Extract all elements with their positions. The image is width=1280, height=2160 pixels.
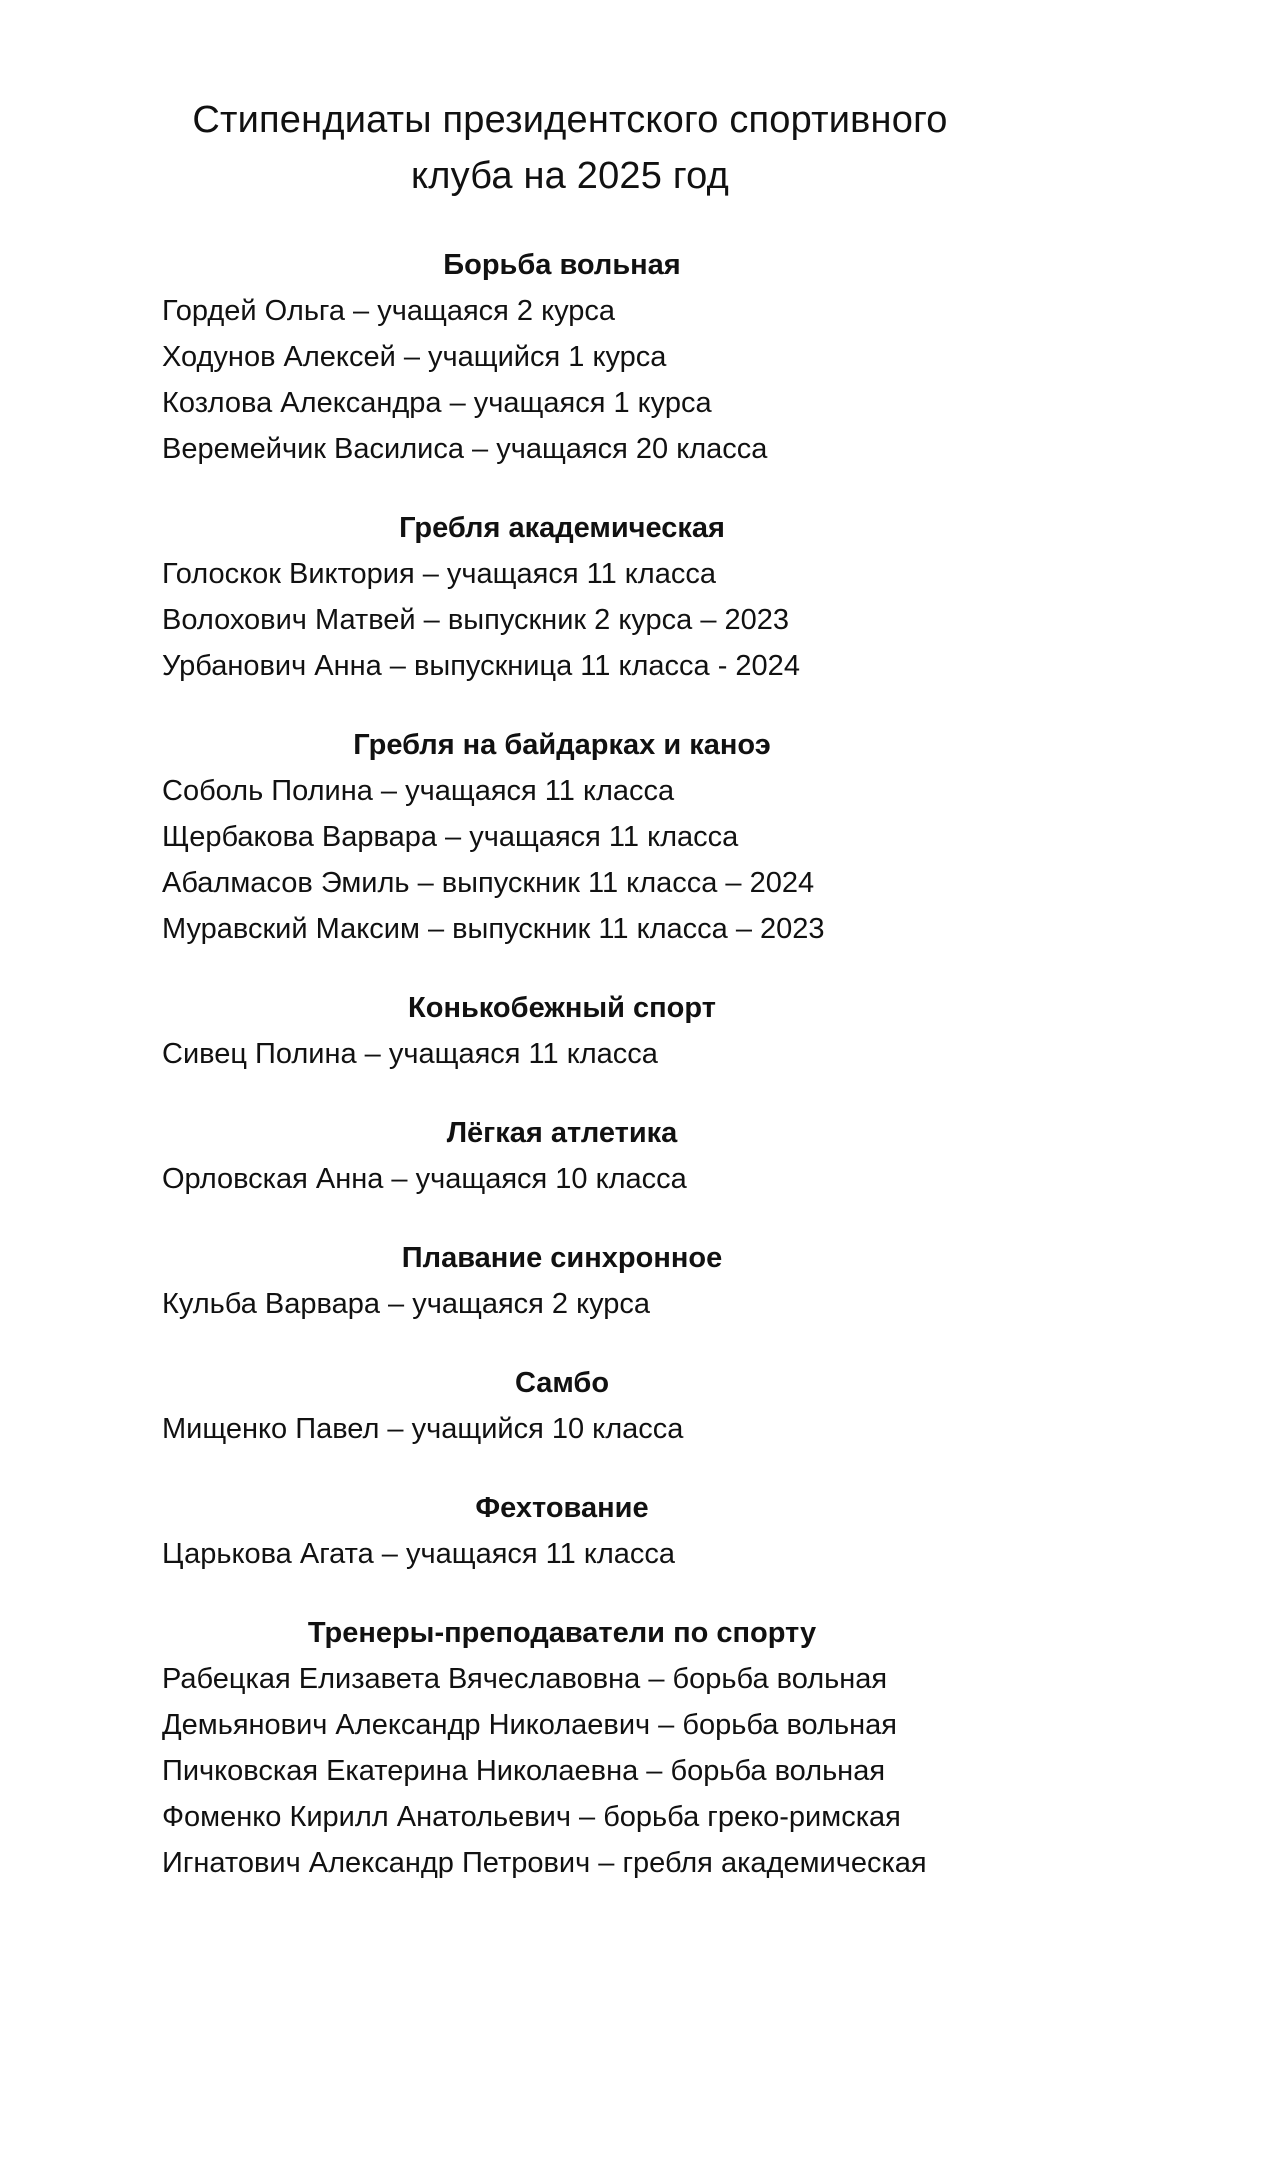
section [162,505,1162,689]
section-heading: Лёгкая атлетика [446,1117,678,1149]
list-item: Голоскок Виктория – учащаяся 11 класса [162,558,716,590]
list-item: Фоменко Кирилл Анатольевич – борьба греко-римская [162,1801,901,1833]
section [162,722,1162,952]
section [162,1485,1162,1577]
list-item: Царькова Агата – учащаяся 11 класса [162,1538,676,1570]
list-item: Соболь Полина – учащаяся 11 класса [162,775,675,807]
list-item: Орловская Анна – учащаяся 10 класса [162,1163,687,1195]
section-heading: Гребля академическая [399,512,725,544]
list-item: Игнатович Александр Петрович – гребля академическая [162,1847,927,1879]
list-item: Пичковская Екатерина Николаевна – борьба вольная [162,1755,886,1787]
section [162,242,1162,472]
document-title [100,92,1040,204]
list-item: Рабецкая Елизавета Вячеславовна – борьба вольная [162,1663,888,1695]
section-heading: Конькобежный спорт [408,992,716,1024]
section-heading: Борьба вольная [443,249,681,281]
document-title-line-2: клуба на 2025 год [411,155,729,197]
section [162,1235,1162,1327]
list-item: Кульба Варвара – учащаяся 2 курса [162,1288,651,1320]
list-item: Щербакова Варвара – учащаяся 11 класса [162,821,739,853]
list-item: Гордей Ольга – учащаяся 2 курса [162,295,616,327]
document-title-line-1: Стипендиаты президентского спортивного [192,99,948,141]
list-item: Козлова Александра – учащаяся 1 курса [162,387,712,419]
section [162,985,1162,1077]
section-heading: Тренеры-преподаватели по спорту [307,1617,817,1649]
list-item: Демьянович Александр Николаевич – борьба вольная [162,1709,897,1741]
list-item: Сивец Полина – учащаяся 11 класса [162,1038,658,1070]
list-item: Абалмасов Эмиль – выпускник 11 класса – 2024 [162,867,815,899]
section-heading: Самбо [514,1367,610,1399]
section-heading: Плавание синхронное [401,1242,723,1274]
list-item: Урбанович Анна – выпускница 11 класса - 2024 [162,650,800,682]
list-item: Мищенко Павел – учащийся 10 класса [162,1413,684,1445]
list-item: Муравский Максим – выпускник 11 класса – 2023 [162,913,825,945]
list-item: Ходунов Алексей – учащийся 1 курса [162,341,667,373]
section [162,1610,1162,1886]
list-item: Волохович Матвей – выпускник 2 курса – 2023 [162,604,790,636]
section [162,1110,1162,1202]
document-body [162,242,1162,1919]
section-heading: Фехтование [475,1492,649,1524]
section [162,1360,1162,1452]
section-heading: Гребля на байдарках и каноэ [353,729,771,761]
list-item: Веремейчик Василиса – учащаяся 20 класса [162,433,768,465]
